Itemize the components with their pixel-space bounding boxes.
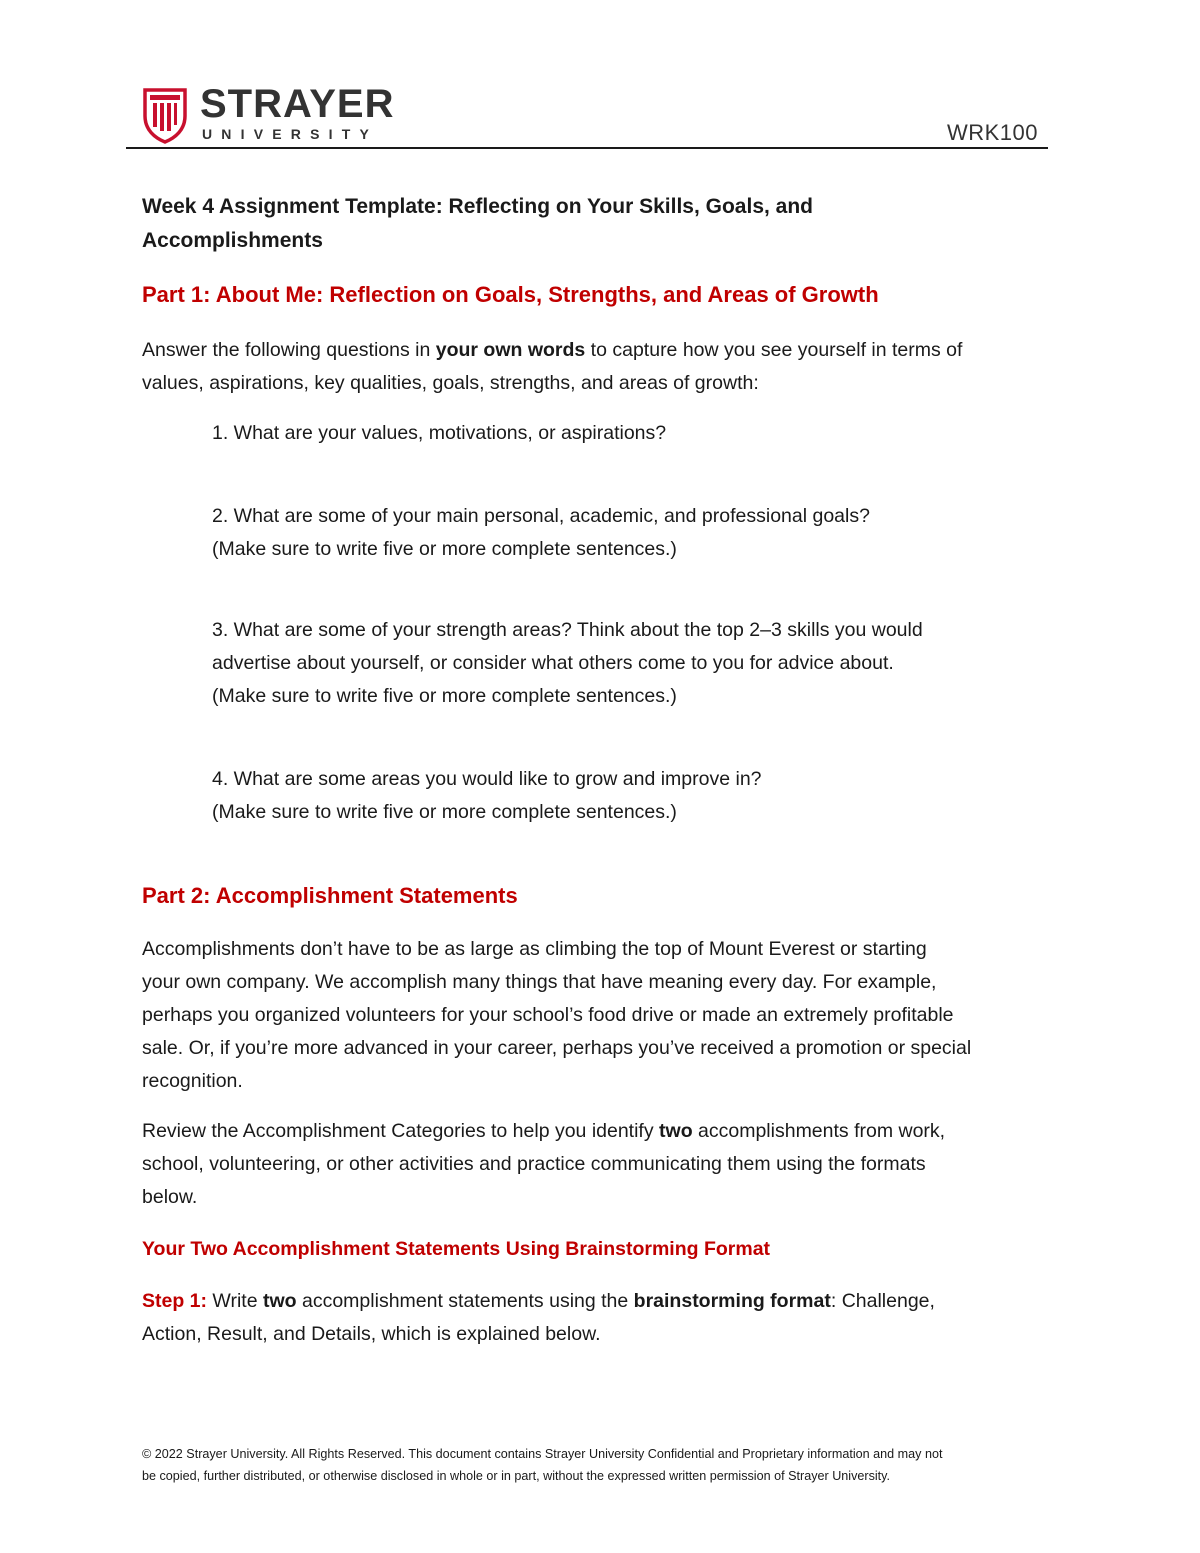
part1-intro	[142, 334, 1054, 400]
part2-p1-line3: perhaps you organized volunteers for your school’s food drive or made an extremely profitable	[142, 1004, 954, 1026]
header-divider	[126, 147, 1048, 149]
part2-p2-text-b: accomplishments from work,	[692, 1120, 946, 1142]
part1-intro-line2: values, aspirations, key qualities, goals, strengths, and areas of growth:	[142, 372, 759, 394]
part2-paragraph-1	[142, 933, 1054, 1098]
footer-line-2: be copied, further distributed, or otherwise disclosed in whole or in part, without the expressed written permission of Strayer University.	[142, 1469, 891, 1483]
document-body	[142, 190, 1054, 1351]
part1-heading: Part 1: About Me: Reflection on Goals, Strengths, and Areas of Growth	[142, 282, 879, 307]
copyright-footer	[142, 1443, 1062, 1487]
course-code: WRK100	[946, 120, 1038, 145]
step-1-line2: Action, Result, and Details, which is explained below.	[142, 1323, 601, 1345]
part2-p1-line2: your own company. We accomplish many things that have meaning every day. For example,	[142, 971, 937, 993]
question-3-line1: 3. What are some of your strength areas? Think about the top 2–3 skills you would	[212, 619, 923, 641]
step-1-instruction	[142, 1285, 1054, 1351]
part2-p2-line2: school, volunteering, or other activities and practice communicating them using the formats	[142, 1153, 926, 1175]
part1-intro-bold: your own words	[435, 339, 586, 361]
part2-p1-line4: sale. Or, if you’re more advanced in your career, perhaps you’ve received a promotion or special	[142, 1037, 972, 1059]
footer-line-1: © 2022 Strayer University. All Rights Reserved. This document contains Strayer University Confidential and Proprietary information and may not	[142, 1447, 943, 1461]
question-3-note: (Make sure to write five or more complete sentences.)	[212, 685, 677, 707]
part1-intro-text-a: Answer the following questions in	[142, 339, 436, 361]
title-line-1: Week 4 Assignment Template: Reflecting on Your Skills, Goals, and	[142, 195, 813, 218]
strayer-logo	[142, 82, 395, 144]
step-1-text-c: : Challenge,	[830, 1290, 935, 1312]
part2-paragraph-2	[142, 1115, 1054, 1214]
part2-p1-line1: Accomplishments don’t have to be as large as climbing the top of Mount Everest or starting	[142, 938, 927, 960]
part1-intro-text-b: to capture how you see yourself in terms of	[585, 339, 963, 361]
shield-logo-icon	[142, 86, 188, 144]
part2-p2-bold: two	[659, 1120, 693, 1142]
part2-p2-line3: below.	[142, 1186, 198, 1208]
step-1-text-a: Write	[207, 1290, 263, 1312]
logo-wordmark: STRAYER	[200, 82, 395, 126]
question-1: 1. What are your values, motivations, or aspirations?	[212, 422, 667, 444]
question-3-line2: advertise about yourself, or consider what others come to you for advice about.	[212, 652, 894, 674]
question-2-text: 2. What are some of your main personal, academic, and professional goals?	[212, 505, 870, 527]
step-1-label: Step 1:	[142, 1290, 208, 1312]
logo-subtitle: UNIVERSITY	[202, 126, 379, 142]
question-2-note: (Make sure to write five or more complete sentences.)	[212, 538, 677, 560]
question-2	[212, 500, 1054, 566]
title-line-2: Accomplishments	[142, 229, 323, 252]
step-1-text-b: accomplishment statements using the	[296, 1290, 634, 1312]
question-4-text: 4. What are some areas you would like to grow and improve in?	[212, 768, 762, 790]
question-4-note: (Make sure to write five or more complete sentences.)	[212, 801, 677, 823]
step-1-bold-two: two	[263, 1290, 297, 1312]
part2-p2-text-a: Review the Accomplishment Categories to help you identify	[142, 1120, 660, 1142]
part2-p1-line5: recognition.	[142, 1070, 243, 1092]
document-title	[142, 190, 1054, 258]
brainstorming-subheading: Your Two Accomplishment Statements Using Brainstorming Format	[142, 1238, 771, 1260]
step-1-bold-format: brainstorming format	[633, 1290, 831, 1312]
question-3	[212, 614, 1054, 713]
part2-heading: Part 2: Accomplishment Statements	[142, 883, 518, 908]
document-header	[142, 84, 1048, 150]
question-4	[212, 763, 1054, 829]
